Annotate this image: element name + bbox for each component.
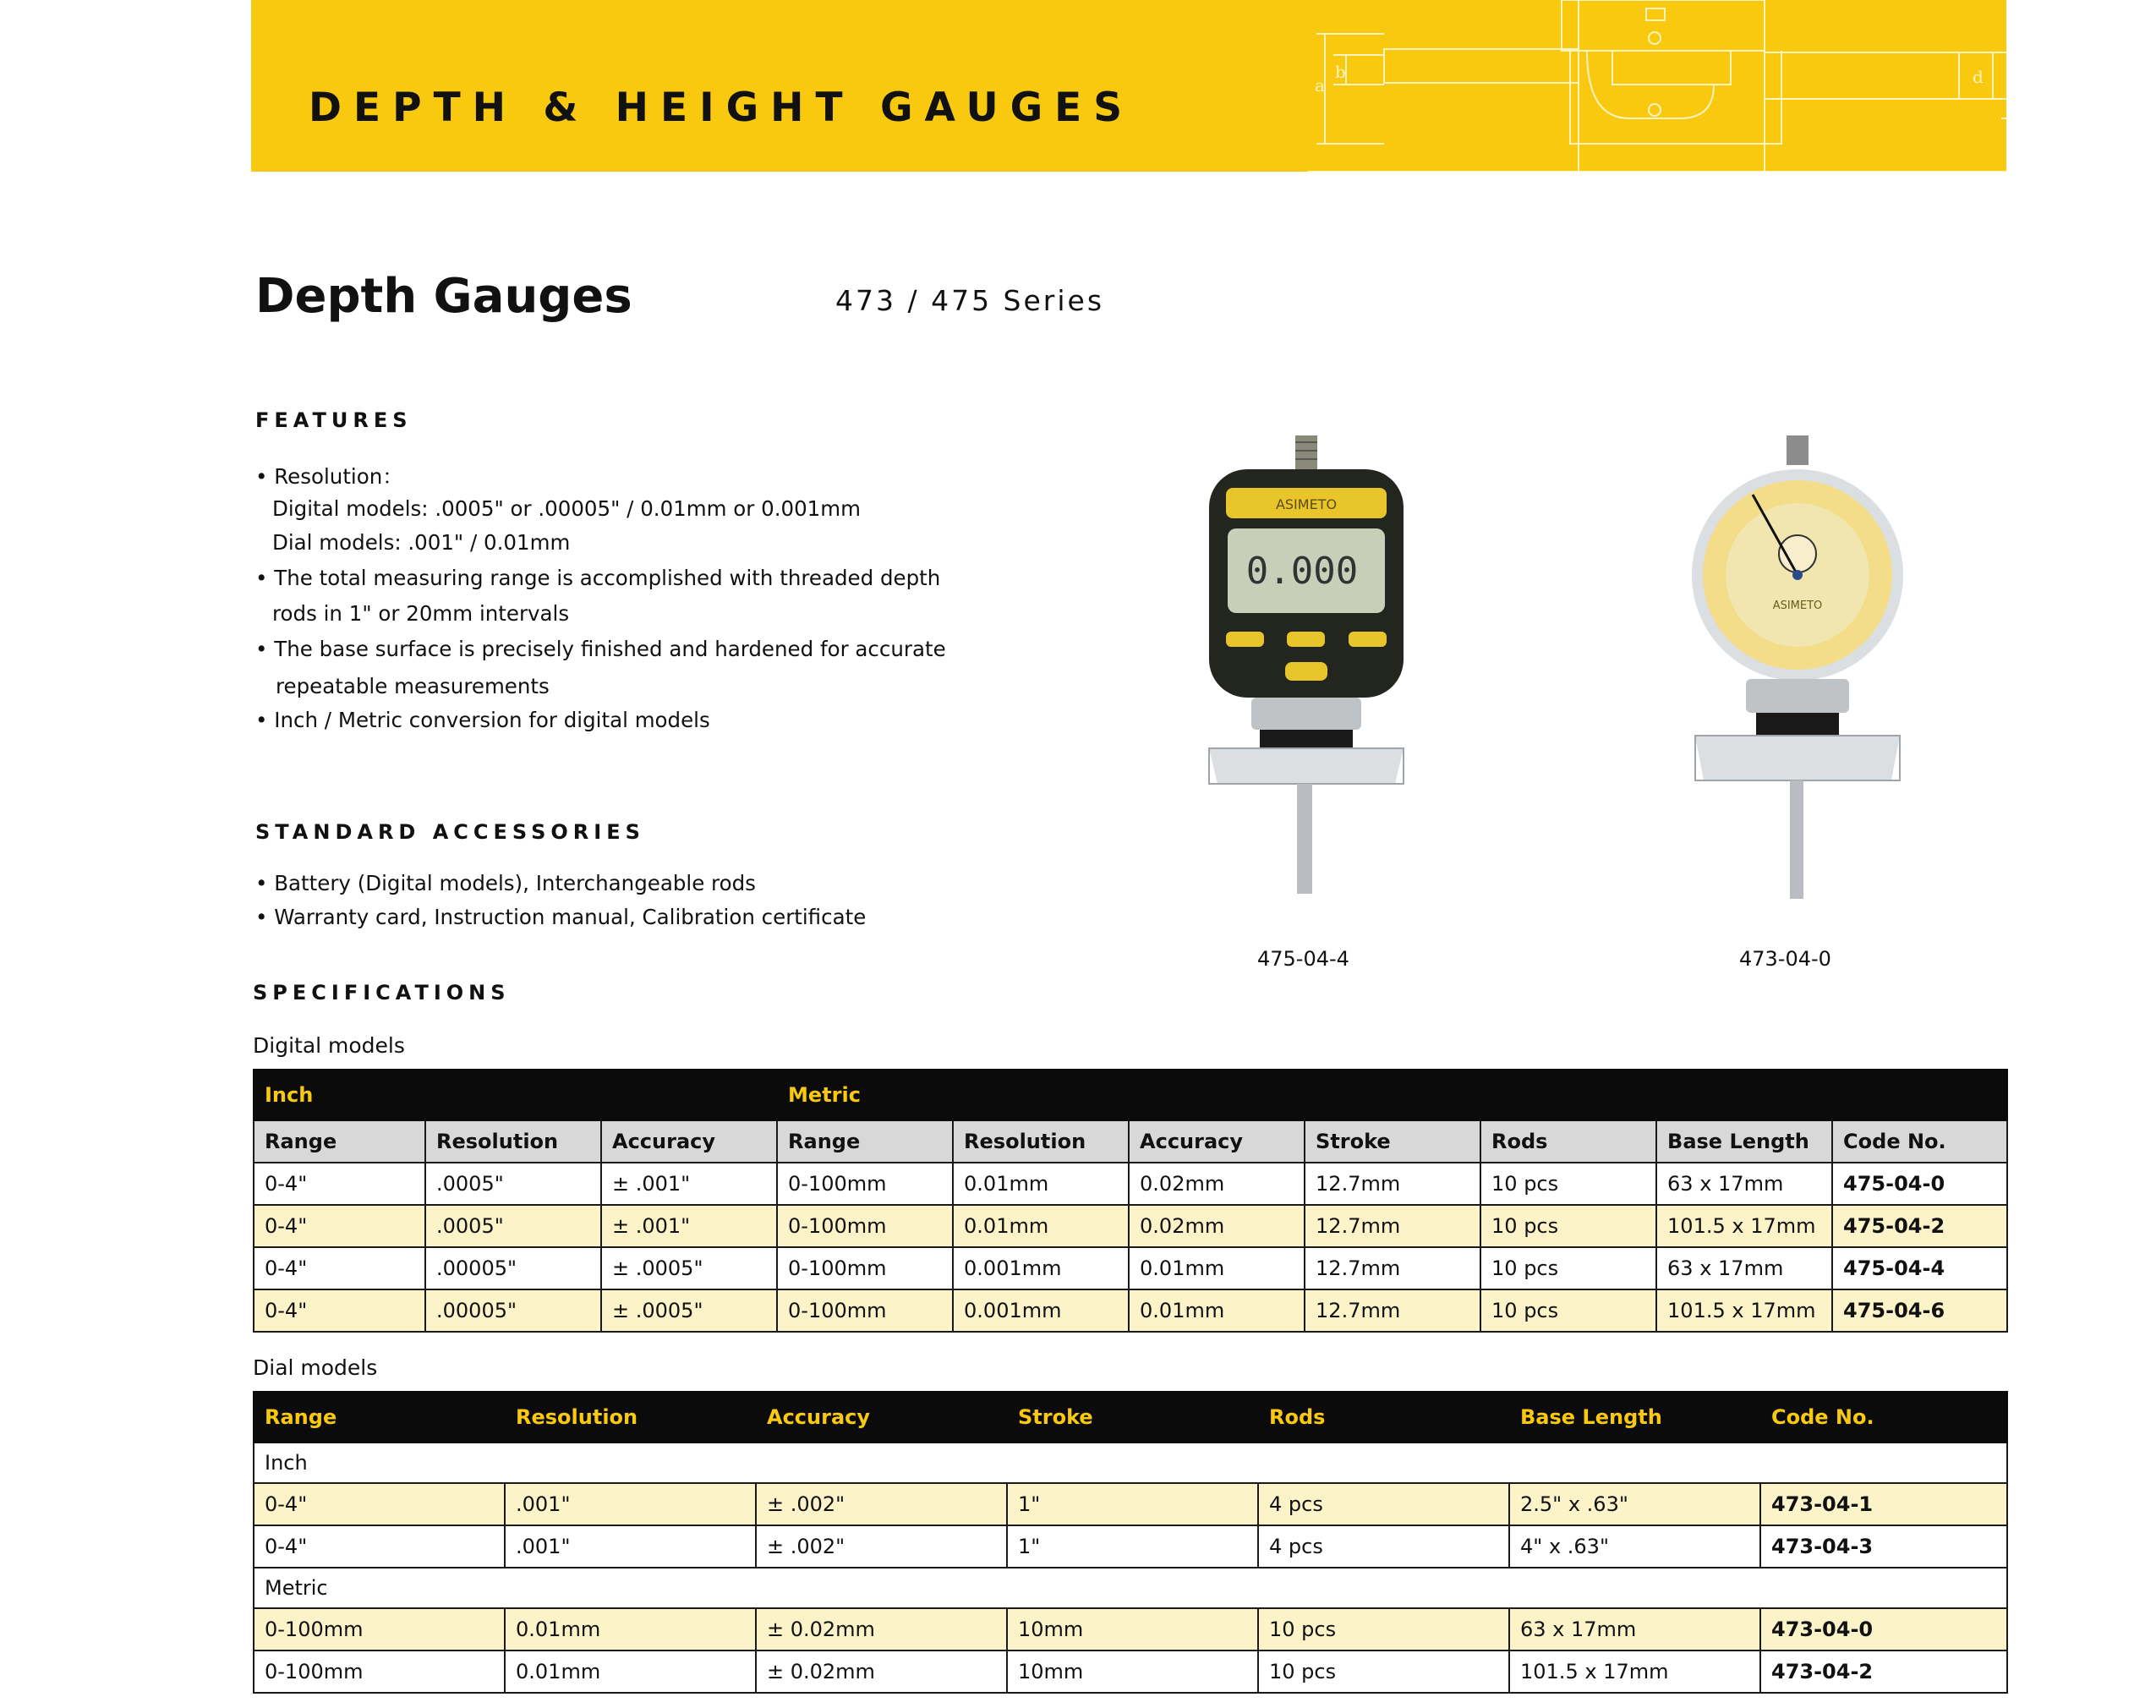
table-cell: 0-100mm: [254, 1651, 505, 1693]
column-header: Stroke: [1007, 1392, 1258, 1442]
table-cell: 0-100mm: [254, 1608, 505, 1651]
dial-column-header-row: [254, 1392, 2007, 1442]
table-cell: 0.001mm: [953, 1247, 1129, 1289]
table-cell: 0.01mm: [505, 1651, 756, 1693]
product-caption: 473-04-0: [1739, 947, 1831, 971]
dim-label-d: d: [1973, 67, 1984, 87]
table-cell: 0-4": [254, 1247, 425, 1289]
features-heading: FEATURES: [255, 408, 413, 432]
table-cell: 0-4": [254, 1289, 425, 1332]
digital-group-header-row: [254, 1070, 2007, 1120]
table-cell: .00005": [425, 1247, 601, 1289]
column-header: Accuracy: [601, 1120, 777, 1163]
table-cell: 101.5 x 17mm: [1656, 1289, 1832, 1332]
digital-rows: [254, 1163, 2007, 1332]
column-header: Range: [777, 1120, 953, 1163]
table-cell: 0-100mm: [777, 1205, 953, 1247]
table-cell: ± .0005": [601, 1247, 777, 1289]
table-cell: 63 x 17mm: [1509, 1608, 1760, 1651]
column-header: Resolution: [953, 1120, 1129, 1163]
table-cell: 12.7mm: [1305, 1163, 1480, 1205]
table-cell: 0-4": [254, 1525, 505, 1568]
feature-line: Digital models: .0005" or .00005" / 0.01mm or 0.001mm: [272, 496, 862, 521]
page-title: Depth Gauges: [255, 269, 632, 324]
table-cell: ± 0.02mm: [756, 1608, 1007, 1651]
table-cell: 101.5 x 17mm: [1656, 1205, 1832, 1247]
table-cell: 1": [1007, 1525, 1258, 1568]
brand-label: ASIMETO: [1275, 496, 1338, 512]
table-cell: 0.01mm: [1129, 1247, 1305, 1289]
table-cell: 101.5 x 17mm: [1509, 1651, 1760, 1693]
table-cell: 0.02mm: [1129, 1205, 1305, 1247]
code-cell: 473-04-3: [1760, 1525, 2007, 1568]
table-cell: 63 x 17mm: [1656, 1247, 1832, 1289]
table-cell: 12.7mm: [1305, 1247, 1480, 1289]
table-row: [254, 1608, 2007, 1651]
column-header: Accuracy: [1129, 1120, 1305, 1163]
table-cell: 10mm: [1007, 1608, 1258, 1651]
table-cell: 12.7mm: [1305, 1289, 1480, 1332]
dial-models-title: Dial models: [253, 1355, 378, 1380]
features-list: [255, 461, 946, 743]
feature-line: • The base surface is precisely finished and hardened for accurate: [255, 637, 946, 661]
table-cell: .001": [505, 1483, 756, 1525]
code-cell: 475-04-2: [1832, 1205, 2007, 1247]
table-row: [254, 1651, 2007, 1693]
table-cell: 10 pcs: [1480, 1163, 1656, 1205]
table-cell: 4" x .63": [1509, 1525, 1760, 1568]
accessory-line: • Warranty card, Instruction manual, Calibration certificate: [255, 905, 867, 929]
accessories-heading: STANDARD ACCESSORIES: [255, 820, 645, 844]
table-row: [254, 1525, 2007, 1568]
feature-line: repeatable measurements: [276, 674, 550, 698]
column-header: Range: [254, 1392, 505, 1442]
table-cell: 0.02mm: [1129, 1163, 1305, 1205]
code-cell: 475-04-4: [1832, 1247, 2007, 1289]
feature-line: rods in 1" or 20mm intervals: [272, 601, 570, 626]
table-cell: 0-100mm: [777, 1289, 953, 1332]
table-cell: 0-100mm: [777, 1247, 953, 1289]
table-cell: 0.01mm: [953, 1163, 1129, 1205]
lcd-readout: 0.000: [1245, 550, 1359, 593]
specifications-heading: SPECIFICATIONS: [253, 981, 511, 1005]
column-header: Code No.: [1760, 1392, 2007, 1442]
table-row: [254, 1247, 2007, 1289]
table-cell: 10 pcs: [1480, 1205, 1656, 1247]
table-cell: 4 pcs: [1258, 1483, 1509, 1525]
digital-column-header-row: [254, 1120, 2007, 1163]
table-cell: ± .0005": [601, 1289, 777, 1332]
banner-title: DEPTH & HEIGHT GAUGES: [309, 85, 1135, 131]
column-header: Stroke: [1305, 1120, 1480, 1163]
accessories-list: [255, 871, 866, 939]
column-header: Accuracy: [756, 1392, 1007, 1442]
table-cell: 10 pcs: [1258, 1651, 1509, 1693]
feature-line: Dial models: .001" / 0.01mm: [272, 530, 571, 555]
table-cell: 0-4": [254, 1205, 425, 1247]
group-label: Metric: [254, 1568, 2007, 1608]
dial-group-row-metric: [254, 1568, 2007, 1608]
digital-depth-gauge-image: [1192, 435, 1429, 909]
code-cell: 473-04-1: [1760, 1483, 2007, 1525]
dim-label-b: b: [1335, 62, 1346, 82]
code-cell: 473-04-2: [1760, 1651, 2007, 1693]
column-header: Base Length: [1656, 1120, 1832, 1163]
table-row: [254, 1205, 2007, 1247]
table-cell: 0-4": [254, 1483, 505, 1525]
feature-line: • Resolution：: [255, 464, 403, 489]
column-header: Rods: [1258, 1392, 1509, 1442]
table-cell: ± 0.02mm: [756, 1651, 1007, 1693]
table-cell: 1": [1007, 1483, 1258, 1525]
table-cell: 10 pcs: [1480, 1247, 1656, 1289]
dim-label-a: a: [1315, 75, 1325, 96]
dial-models-table: [253, 1391, 2008, 1694]
table-cell: 0.01mm: [953, 1205, 1129, 1247]
table-cell: 0-100mm: [777, 1163, 953, 1205]
table-cell: .0005": [425, 1163, 601, 1205]
column-header: Range: [254, 1120, 425, 1163]
group-metric: Metric: [777, 1070, 2007, 1120]
table-cell: .001": [505, 1525, 756, 1568]
table-row: [254, 1483, 2007, 1525]
code-cell: 475-04-0: [1832, 1163, 2007, 1205]
table-cell: 0.01mm: [505, 1608, 756, 1651]
table-cell: ± .001": [601, 1163, 777, 1205]
table-cell: 10mm: [1007, 1651, 1258, 1693]
product-caption: 475-04-4: [1257, 947, 1349, 971]
dial-inch-rows: [254, 1483, 2007, 1568]
code-cell: 473-04-0: [1760, 1608, 2007, 1651]
table-cell: 4 pcs: [1258, 1525, 1509, 1568]
column-header: Code No.: [1832, 1120, 2007, 1163]
dial-group-row-inch: [254, 1442, 2007, 1483]
column-header: Resolution: [505, 1392, 756, 1442]
header-banner: [251, 0, 2006, 172]
table-cell: 0.001mm: [953, 1289, 1129, 1332]
dial-brand: ASIMETO: [1772, 599, 1823, 612]
table-cell: .00005": [425, 1289, 601, 1332]
table-cell: 10 pcs: [1258, 1608, 1509, 1651]
code-cell: 475-04-6: [1832, 1289, 2007, 1332]
table-row: [254, 1289, 2007, 1332]
table-cell: 0-4": [254, 1163, 425, 1205]
table-cell: 2.5" x .63": [1509, 1483, 1760, 1525]
digital-models-table: [253, 1069, 2008, 1333]
table-cell: ± .002": [756, 1483, 1007, 1525]
column-header: Rods: [1480, 1120, 1656, 1163]
dial-metric-rows: [254, 1608, 2007, 1693]
table-cell: 10 pcs: [1480, 1289, 1656, 1332]
column-header: Resolution: [425, 1120, 601, 1163]
series-label: 473 / 475 Series: [835, 284, 1105, 317]
feature-line: • Inch / Metric conversion for digital models: [255, 708, 710, 732]
group-inch: Inch: [254, 1070, 777, 1120]
dial-depth-gauge-image: [1678, 435, 1923, 909]
feature-line: • The total measuring range is accomplished with threaded depth: [255, 566, 941, 590]
table-cell: 63 x 17mm: [1656, 1163, 1832, 1205]
column-header: Base Length: [1509, 1392, 1760, 1442]
group-label: Inch: [254, 1442, 2007, 1483]
accessory-line: • Battery (Digital models), Interchangeable rods: [255, 871, 756, 895]
table-cell: ± .002": [756, 1525, 1007, 1568]
gauge-line-drawing: [1308, 0, 2006, 172]
table-cell: .0005": [425, 1205, 601, 1247]
table-cell: 12.7mm: [1305, 1205, 1480, 1247]
table-row: [254, 1163, 2007, 1205]
table-cell: 0.01mm: [1129, 1289, 1305, 1332]
digital-models-title: Digital models: [253, 1033, 405, 1058]
table-cell: ± .001": [601, 1205, 777, 1247]
